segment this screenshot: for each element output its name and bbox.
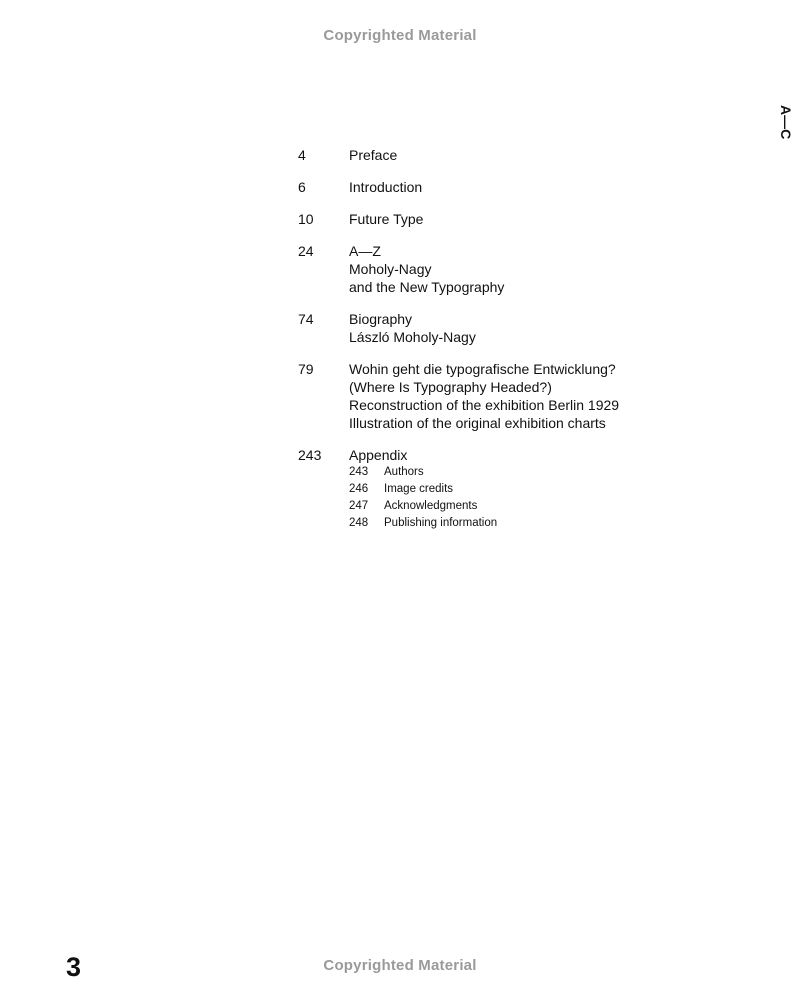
toc-page-number: 74: [298, 311, 314, 327]
section-tab: A—C: [778, 105, 794, 140]
appendix-page-number: 243: [349, 466, 369, 478]
appendix-page-number: 247: [349, 500, 369, 512]
toc-title: Introduction: [349, 179, 423, 195]
appendix-item[interactable]: [349, 481, 698, 498]
copyright-watermark-top: Copyrighted Material: [323, 27, 477, 44]
appendix-page-number: 246: [349, 483, 369, 495]
appendix-label: Acknowledgments: [384, 500, 478, 512]
toc-title: Preface: [349, 147, 398, 163]
table-of-contents: [298, 146, 698, 546]
toc-title: Wohin geht die typografische Entwicklung?: [349, 361, 616, 377]
appendix-label: Authors: [384, 466, 424, 478]
appendix-label: Image credits: [384, 483, 454, 495]
toc-subtitle: Illustration of the original exhibition charts: [349, 415, 606, 431]
appendix-page-number: 248: [349, 517, 369, 529]
toc-page-number: 24: [298, 243, 314, 259]
toc-page-number: 79: [298, 361, 314, 377]
toc-title: Appendix: [349, 447, 408, 463]
toc-title: A—Z: [349, 243, 381, 259]
appendix-label: Publishing information: [384, 517, 498, 529]
appendix-item[interactable]: [349, 464, 698, 481]
toc-entry[interactable]: [298, 146, 698, 164]
toc-entry[interactable]: [298, 310, 698, 346]
toc-entry[interactable]: [298, 210, 698, 228]
appendix-item[interactable]: [349, 515, 698, 532]
toc-subtitle: László Moholy-Nagy: [349, 329, 476, 345]
toc-subtitle: and the New Typography: [349, 279, 505, 295]
toc-page-number: 6: [298, 179, 306, 195]
toc-subtitle: Moholy-Nagy: [349, 261, 432, 277]
toc-page-number: 4: [298, 147, 306, 163]
toc-entry-appendix[interactable]: [298, 446, 698, 532]
copyright-watermark-bottom: Copyrighted Material: [323, 957, 477, 974]
appendix-list: [349, 464, 698, 532]
toc-page-number: 10: [298, 211, 314, 227]
toc-page-number: 243: [298, 447, 322, 463]
page-number: 3: [66, 952, 82, 982]
toc-entry[interactable]: [298, 242, 698, 296]
toc-subtitle: Reconstruction of the exhibition Berlin 1929: [349, 397, 620, 413]
appendix-item[interactable]: [349, 498, 698, 515]
toc-entry[interactable]: [298, 360, 698, 432]
toc-entry[interactable]: [298, 178, 698, 196]
toc-subtitle: (Where Is Typography Headed?): [349, 379, 552, 395]
toc-title: Future Type: [349, 211, 424, 227]
toc-title: Biography: [349, 311, 413, 327]
